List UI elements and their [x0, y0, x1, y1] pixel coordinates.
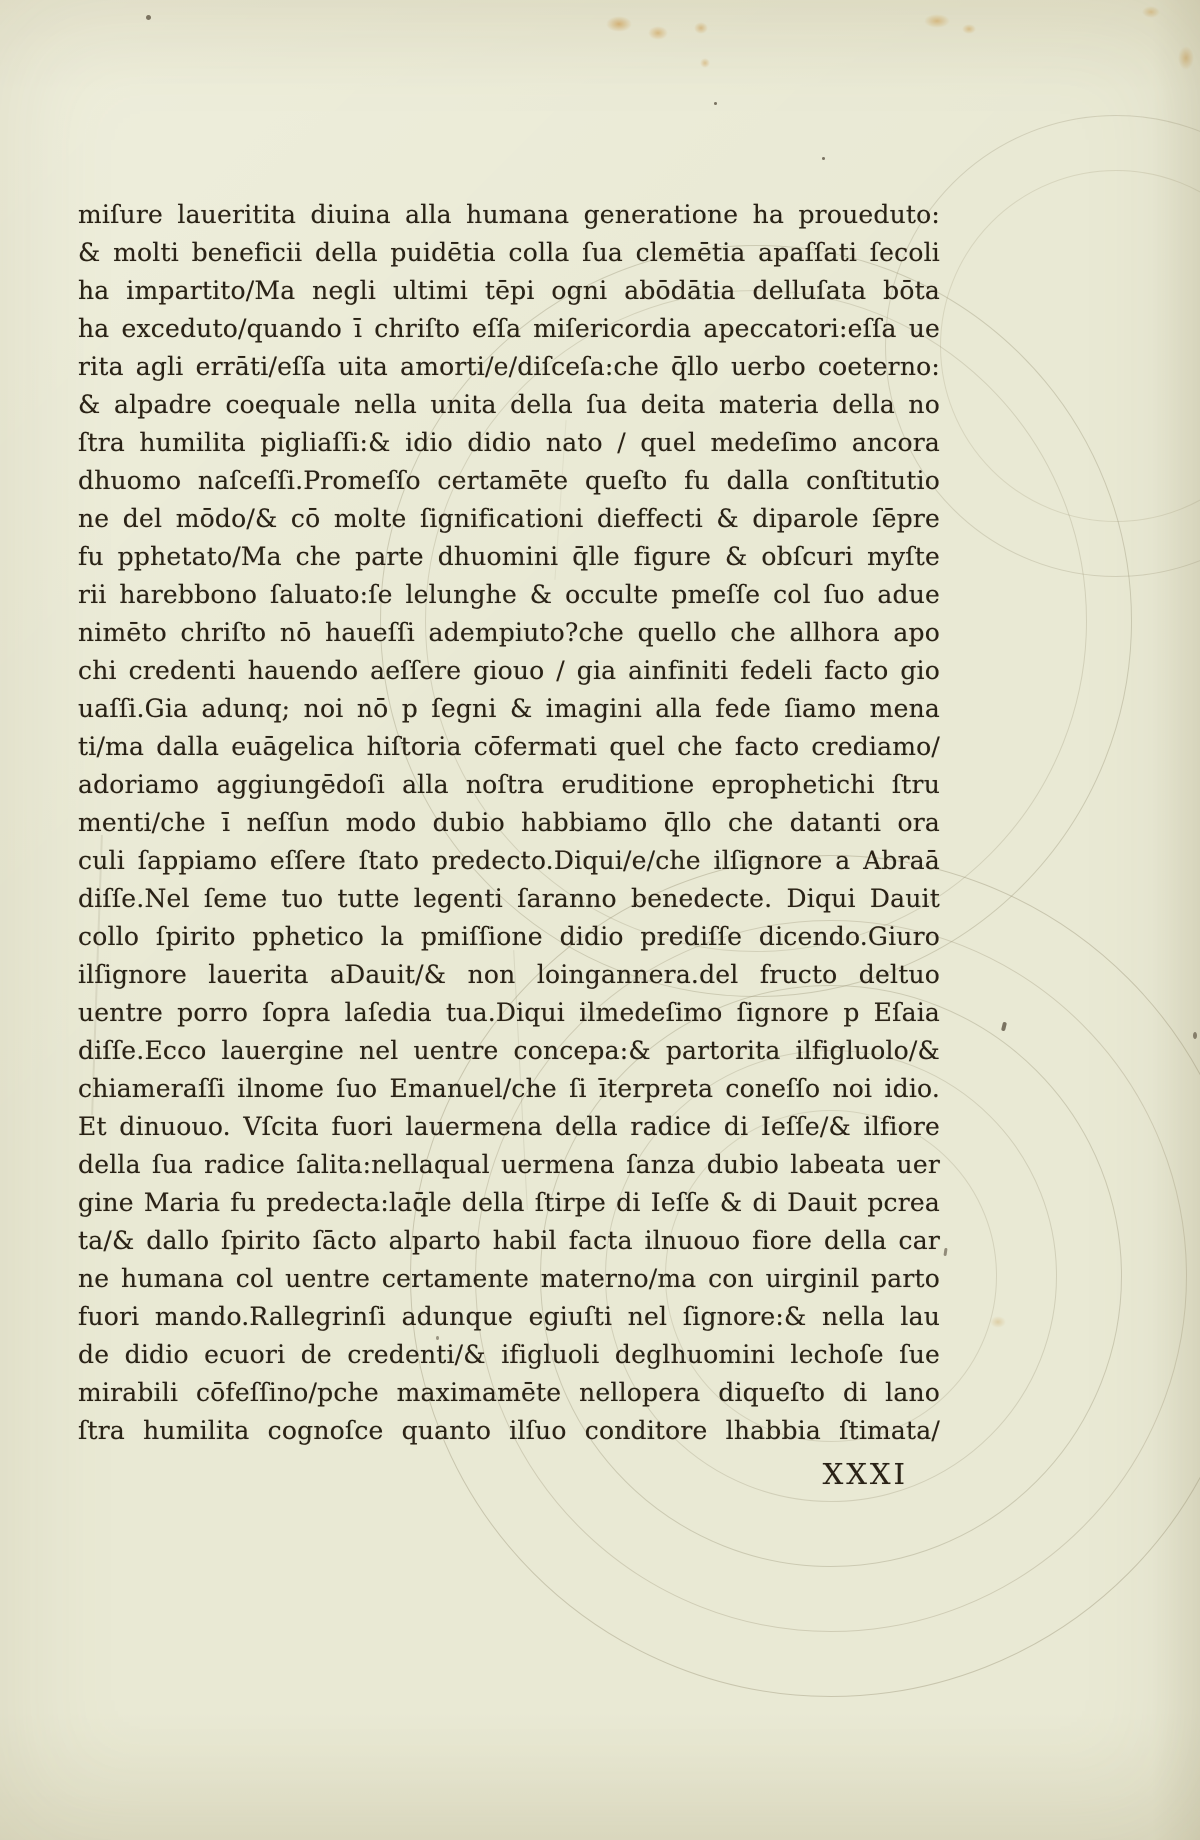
- folio-number: XXXI: [822, 1457, 908, 1491]
- text-line: dhuomo naſceſſi.Promeſſo certamēte queſto fu dalla conſtitutio: [78, 466, 940, 495]
- text-line: ha impartito/Ma negli ultimi tēpi ogni abōdātia delluſata bōta: [78, 276, 940, 305]
- ink-speck: [146, 15, 151, 20]
- text-line: uentre porro ſopra laſedia tua.Diqui ilmedeſimo ſignore p Eſaia: [78, 998, 940, 1027]
- text-block: [78, 196, 940, 1494]
- foxing-stain: [1178, 46, 1194, 70]
- text-line: culi ſappiamo eſſere ſtato predecto.Diqui/e/che ilſignore a Abraā: [78, 846, 940, 875]
- text-line: ne humana col uentre certamente materno/ma con uirginil parto: [78, 1264, 940, 1293]
- text-line: fu pphetato/Ma che parte dhuomini q̄lle figure & obſcuri myſte: [78, 542, 940, 571]
- text-line: menti/che ī neſſun modo dubio habbiamo q̄llo che datanti ora: [78, 808, 940, 837]
- text-line: ſtra humilita cognoſce quanto ilſuo conditore lhabbia ſtimata/: [78, 1416, 940, 1445]
- text-line: mirabili cōfeſſino/pche maximamēte nellopera diqueſto di lano: [78, 1378, 940, 1407]
- text-line: ta/& dallo ſpirito ſācto alparto habil facta ilnuouo fiore della car: [78, 1226, 940, 1255]
- text-line: rii harebbono ſaluato:ſe lelunghe & occulte pmeſſe col ſuo adue: [78, 580, 940, 609]
- text-line: uaſſi.Gia adunq; noi nō p ſegni & imagini alla fede ſiamo mena: [78, 694, 940, 723]
- ink-speck: [822, 157, 825, 160]
- ink-speck: [714, 102, 717, 105]
- foxing-stain: [924, 14, 950, 28]
- text-line: de didio ecuori de credenti/& ifigluoli deglhuomini lechoſe ſue: [78, 1340, 940, 1369]
- ink-speck: [1193, 1032, 1197, 1039]
- foxing-stain: [694, 22, 708, 34]
- text-lines: [78, 196, 940, 1450]
- foxing-stain: [606, 16, 632, 32]
- foxing-stain: [700, 58, 710, 68]
- foxing-stain: [648, 26, 668, 40]
- text-line: ſtra humilita pigliaſſi:& idio didio nato / quel medeſimo ancora: [78, 428, 940, 457]
- ink-speck: [1001, 1022, 1007, 1032]
- text-line: diſſe.Nel ſeme tuo tutte legenti ſaranno benedecte. Diqui Dauit: [78, 884, 940, 913]
- text-line: chiameraſſi ilnome ſuo Emanuel/che ſi īterpreta coneſſo noi idio.: [78, 1074, 940, 1103]
- text-line: fuori mando.Rallegrinſi adunque egiuſti nel ſignore:& nella lau: [78, 1302, 940, 1331]
- text-line: & molti beneficii della puidētia colla ſua clemētia apaſſati ſecoli: [78, 238, 940, 267]
- watermark-ring: [940, 170, 1200, 522]
- text-line: collo ſpirito pphetico la pmiſſione didio prediſſe dicendo.Giuro: [78, 922, 940, 951]
- text-line: gine Maria fu predecta:laq̄le della ſtirpe di Ieſſe & di Dauit pcrea: [78, 1188, 940, 1217]
- text-line: della ſua radice ſalita:nellaqual uermena ſanza dubio labeata uer: [78, 1150, 940, 1179]
- foxing-stain: [990, 1316, 1006, 1328]
- foxing-stain: [1142, 6, 1160, 18]
- text-line: chi credenti hauendo aeſſere giouo / gia ainfiniti fedeli facto gio: [78, 656, 940, 685]
- text-line: Et dinuouo. Vſcita fuori lauermena della radice di Ieſſe/& ilfiore: [78, 1112, 940, 1141]
- text-line: ilſignore lauerita aDauit/& non loingannera.del fructo deltuo: [78, 960, 940, 989]
- foxing-stain: [962, 24, 976, 34]
- text-line: diſſe.Ecco lauergine nel uentre concepa:& partorita ilfigluolo/&: [78, 1036, 940, 1065]
- ink-speck: [943, 1248, 947, 1256]
- text-line: nimēto chriſto nō haueſſi adempiuto?che quello che allhora apo: [78, 618, 940, 647]
- text-line: & alpadre coequale nella unita della ſua deita materia della no: [78, 390, 940, 419]
- text-line: miſure laueritita diuina alla humana generatione ha proueduto:: [78, 200, 940, 229]
- text-line: adoriamo aggiungēdoſi alla noſtra eruditione eprophetichi ſtru: [78, 770, 940, 799]
- text-line: ti/ma dalla euāgelica hiſtoria cōfermati quel che facto crediamo/: [78, 732, 940, 761]
- text-line: rita agli errāti/eſſa uita amorti/e/diſceſa:che q̄llo uerbo coeterno:: [78, 352, 940, 381]
- text-line: ne del mōdo/& cō molte ſignificationi dieffecti & diparole ſēpre: [78, 504, 940, 533]
- text-line: ha exceduto/quando ī chriſto eſſa miſericordia apeccatori:eſſa ue: [78, 314, 940, 343]
